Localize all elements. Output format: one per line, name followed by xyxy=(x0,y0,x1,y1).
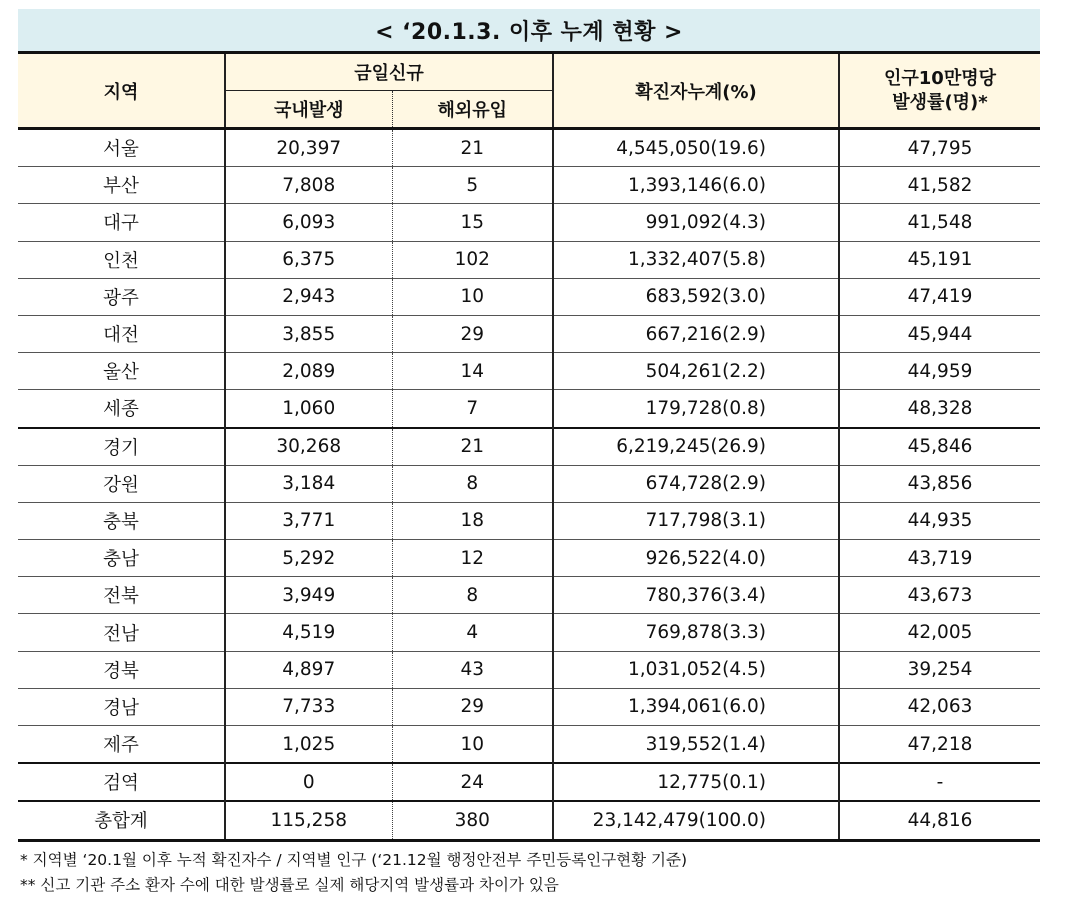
cell-abroad: 24 xyxy=(392,763,553,801)
cell-rate: 48,328 xyxy=(839,390,1040,428)
cell-cumulative: 667,216(2.9) xyxy=(553,315,839,352)
cell-abroad: 43 xyxy=(392,651,553,688)
footnote-1: * 지역별 ‘20.1월 이후 누적 확진자수 / 지역별 인구 (‘21.12월 행정안전부 주민등록인구현황 기준) xyxy=(20,850,688,869)
table-row xyxy=(18,315,1040,352)
cell-abroad: 5 xyxy=(392,167,553,204)
cell-cumulative: 4,545,050(19.6) xyxy=(553,129,839,167)
cell-region: 검역 xyxy=(18,763,225,801)
table-body xyxy=(18,129,1040,841)
cell-rate: 43,673 xyxy=(839,577,1040,614)
table-row xyxy=(18,614,1040,651)
cell-rate: 45,191 xyxy=(839,241,1040,278)
table-row xyxy=(18,167,1040,204)
cell-abroad: 8 xyxy=(392,577,553,614)
cell-region: 인천 xyxy=(18,241,225,278)
cell-cumulative: 1,393,146(6.0) xyxy=(553,167,839,204)
cell-region: 경기 xyxy=(18,428,225,466)
cell-region: 부산 xyxy=(18,167,225,204)
cell-cumulative: 1,394,061(6.0) xyxy=(553,688,839,725)
cell-region: 총합계 xyxy=(18,801,225,840)
header-domestic: 국내발생 xyxy=(225,91,392,129)
table-row xyxy=(18,688,1040,725)
cell-cumulative: 319,552(1.4) xyxy=(553,726,839,764)
header-cumulative: 확진자누계(%) xyxy=(553,53,839,129)
cell-abroad: 7 xyxy=(392,390,553,428)
cell-domestic: 3,771 xyxy=(225,502,392,539)
cell-abroad: 10 xyxy=(392,278,553,315)
cell-region: 광주 xyxy=(18,278,225,315)
cell-abroad: 12 xyxy=(392,540,553,577)
cell-abroad: 8 xyxy=(392,465,553,502)
cell-rate: 42,005 xyxy=(839,614,1040,651)
cell-abroad: 18 xyxy=(392,502,553,539)
cell-rate: 44,959 xyxy=(839,353,1040,390)
cell-rate: 47,218 xyxy=(839,726,1040,764)
cell-rate: 43,856 xyxy=(839,465,1040,502)
cell-abroad: 102 xyxy=(392,241,553,278)
cell-domestic: 20,397 xyxy=(225,129,392,167)
cell-region: 울산 xyxy=(18,353,225,390)
table-row xyxy=(18,577,1040,614)
cell-rate: 47,419 xyxy=(839,278,1040,315)
cell-rate: 44,816 xyxy=(839,801,1040,840)
header-region: 지역 xyxy=(18,53,225,129)
cell-cumulative: 991,092(4.3) xyxy=(553,204,839,241)
cell-abroad: 21 xyxy=(392,428,553,466)
cell-abroad: 21 xyxy=(392,129,553,167)
cell-region: 전남 xyxy=(18,614,225,651)
header-rate xyxy=(839,53,1040,129)
cell-region: 전북 xyxy=(18,577,225,614)
cell-region: 강원 xyxy=(18,465,225,502)
cell-abroad: 15 xyxy=(392,204,553,241)
cell-cumulative: 683,592(3.0) xyxy=(553,278,839,315)
cell-rate: 39,254 xyxy=(839,651,1040,688)
cumulative-status-section xyxy=(18,9,1040,898)
cell-region: 충북 xyxy=(18,502,225,539)
total-row xyxy=(18,801,1040,840)
cell-domestic: 3,184 xyxy=(225,465,392,502)
cell-rate: - xyxy=(839,763,1040,801)
cell-domestic: 6,375 xyxy=(225,241,392,278)
cell-domestic: 7,733 xyxy=(225,688,392,725)
cell-rate: 44,935 xyxy=(839,502,1040,539)
cell-domestic: 1,025 xyxy=(225,726,392,764)
cell-domestic: 6,093 xyxy=(225,204,392,241)
cell-rate: 45,846 xyxy=(839,428,1040,466)
table-row xyxy=(18,353,1040,390)
cell-rate: 47,795 xyxy=(839,129,1040,167)
cell-rate: 41,548 xyxy=(839,204,1040,241)
cell-abroad: 10 xyxy=(392,726,553,764)
cell-region: 제주 xyxy=(18,726,225,764)
table-row xyxy=(18,428,1040,466)
cell-region: 세종 xyxy=(18,390,225,428)
table-row xyxy=(18,465,1040,502)
header-rate-line2: 발생률(명)* xyxy=(892,91,988,113)
cell-cumulative: 674,728(2.9) xyxy=(553,465,839,502)
cell-cumulative: 717,798(3.1) xyxy=(553,502,839,539)
cell-domestic: 3,949 xyxy=(225,577,392,614)
table-row xyxy=(18,651,1040,688)
cell-abroad: 29 xyxy=(392,315,553,352)
cell-region: 서울 xyxy=(18,129,225,167)
cell-domestic: 30,268 xyxy=(225,428,392,466)
cell-domestic: 4,519 xyxy=(225,614,392,651)
table-row xyxy=(18,129,1040,167)
cell-domestic: 0 xyxy=(225,763,392,801)
cell-rate: 43,719 xyxy=(839,540,1040,577)
table-row xyxy=(18,502,1040,539)
cell-cumulative: 926,522(4.0) xyxy=(553,540,839,577)
cell-abroad: 29 xyxy=(392,688,553,725)
header-abroad: 해외유입 xyxy=(392,91,553,129)
cell-region: 대구 xyxy=(18,204,225,241)
cell-domestic: 2,943 xyxy=(225,278,392,315)
cell-cumulative: 1,031,052(4.5) xyxy=(553,651,839,688)
table-row xyxy=(18,278,1040,315)
cell-cumulative: 769,878(3.3) xyxy=(553,614,839,651)
cell-abroad: 380 xyxy=(392,801,553,840)
footnotes xyxy=(18,848,1040,898)
cell-abroad: 4 xyxy=(392,614,553,651)
table-row xyxy=(18,390,1040,428)
cell-cumulative: 780,376(3.4) xyxy=(553,577,839,614)
header-row-1 xyxy=(18,53,1040,91)
cell-domestic: 5,292 xyxy=(225,540,392,577)
cell-region: 경북 xyxy=(18,651,225,688)
cell-rate: 41,582 xyxy=(839,167,1040,204)
cell-domestic: 7,808 xyxy=(225,167,392,204)
cell-cumulative: 504,261(2.2) xyxy=(553,353,839,390)
regional-cumulative-table xyxy=(18,51,1040,842)
table-row xyxy=(18,763,1040,801)
cell-abroad: 14 xyxy=(392,353,553,390)
cell-domestic: 3,855 xyxy=(225,315,392,352)
cell-domestic: 115,258 xyxy=(225,801,392,840)
cell-region: 경남 xyxy=(18,688,225,725)
cell-region: 대전 xyxy=(18,315,225,352)
cell-cumulative: 1,332,407(5.8) xyxy=(553,241,839,278)
table-header xyxy=(18,53,1040,129)
cell-cumulative: 23,142,479(100.0) xyxy=(553,801,839,840)
cell-domestic: 2,089 xyxy=(225,353,392,390)
header-daily-new: 금일신규 xyxy=(225,53,553,91)
table-title: < ‘20.1.3. 이후 누계 현황 > xyxy=(18,9,1040,51)
table-row xyxy=(18,204,1040,241)
cell-domestic: 4,897 xyxy=(225,651,392,688)
table-row xyxy=(18,540,1040,577)
cell-cumulative: 12,775(0.1) xyxy=(553,763,839,801)
table-row xyxy=(18,726,1040,764)
cell-domestic: 1,060 xyxy=(225,390,392,428)
cell-cumulative: 179,728(0.8) xyxy=(553,390,839,428)
footnote-2: ** 신고 기관 주소 환자 수에 대한 발생률로 실제 해당지역 발생률과 차이가 있음 xyxy=(20,875,559,894)
header-rate-line1: 인구10만명당 xyxy=(884,67,996,89)
cell-cumulative: 6,219,245(26.9) xyxy=(553,428,839,466)
cell-rate: 45,944 xyxy=(839,315,1040,352)
cell-rate: 42,063 xyxy=(839,688,1040,725)
cell-region: 충남 xyxy=(18,540,225,577)
table-row xyxy=(18,241,1040,278)
